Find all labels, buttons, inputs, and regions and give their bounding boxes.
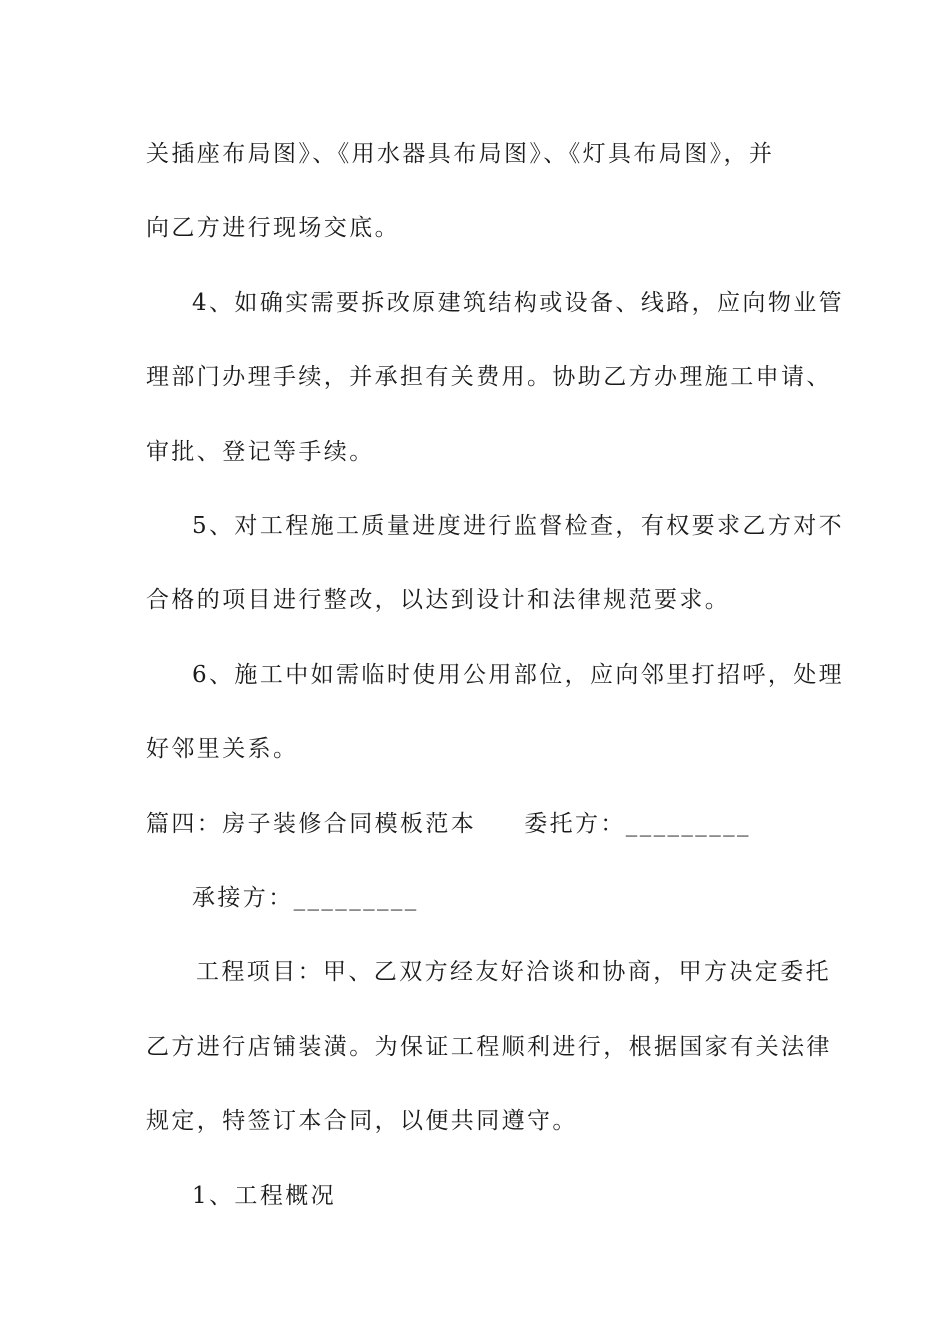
section-title: 篇四：房子装修合同模板范本	[146, 811, 477, 837]
paragraph-line: 6、施工中如需临时使用公用部位，应向邻里打招呼，处理	[192, 662, 845, 688]
section-heading-line	[146, 809, 751, 839]
paragraph-line: 审批、登记等手续。	[146, 439, 375, 465]
client-label: 委托方：_________	[524, 811, 751, 837]
paragraph-line: 5、对工程施工质量进度进行监督检查，有权要求乙方对不	[192, 513, 845, 539]
paragraph-line: 好邻里关系。	[146, 736, 299, 762]
paragraph-line: 工程项目：甲、乙双方经友好洽谈和协商，甲方决定委托	[196, 959, 831, 985]
paragraph-line: 规定，特签订本合同，以便共同遵守。	[146, 1108, 578, 1134]
clause-heading: 1、工程概况	[192, 1183, 337, 1209]
paragraph-line: 关插座布局图》、《用水器具布局图》、《灯具布局图》，并	[146, 141, 775, 167]
paragraph-line: 向乙方进行现场交底。	[146, 215, 400, 241]
paragraph-line: 4、如确实需要拆改原建筑结构或设备、线路，应向物业管	[192, 290, 845, 316]
paragraph-line: 理部门办理手续，并承担有关费用。协助乙方办理施工申请、	[146, 364, 832, 390]
paragraph-line: 合格的项目进行整改，以达到设计和法律规范要求。	[146, 587, 731, 613]
contractor-label: 承接方：_________	[192, 885, 419, 911]
paragraph-line: 乙方进行店铺装潢。为保证工程顺利进行，根据国家有关法律	[146, 1034, 832, 1060]
